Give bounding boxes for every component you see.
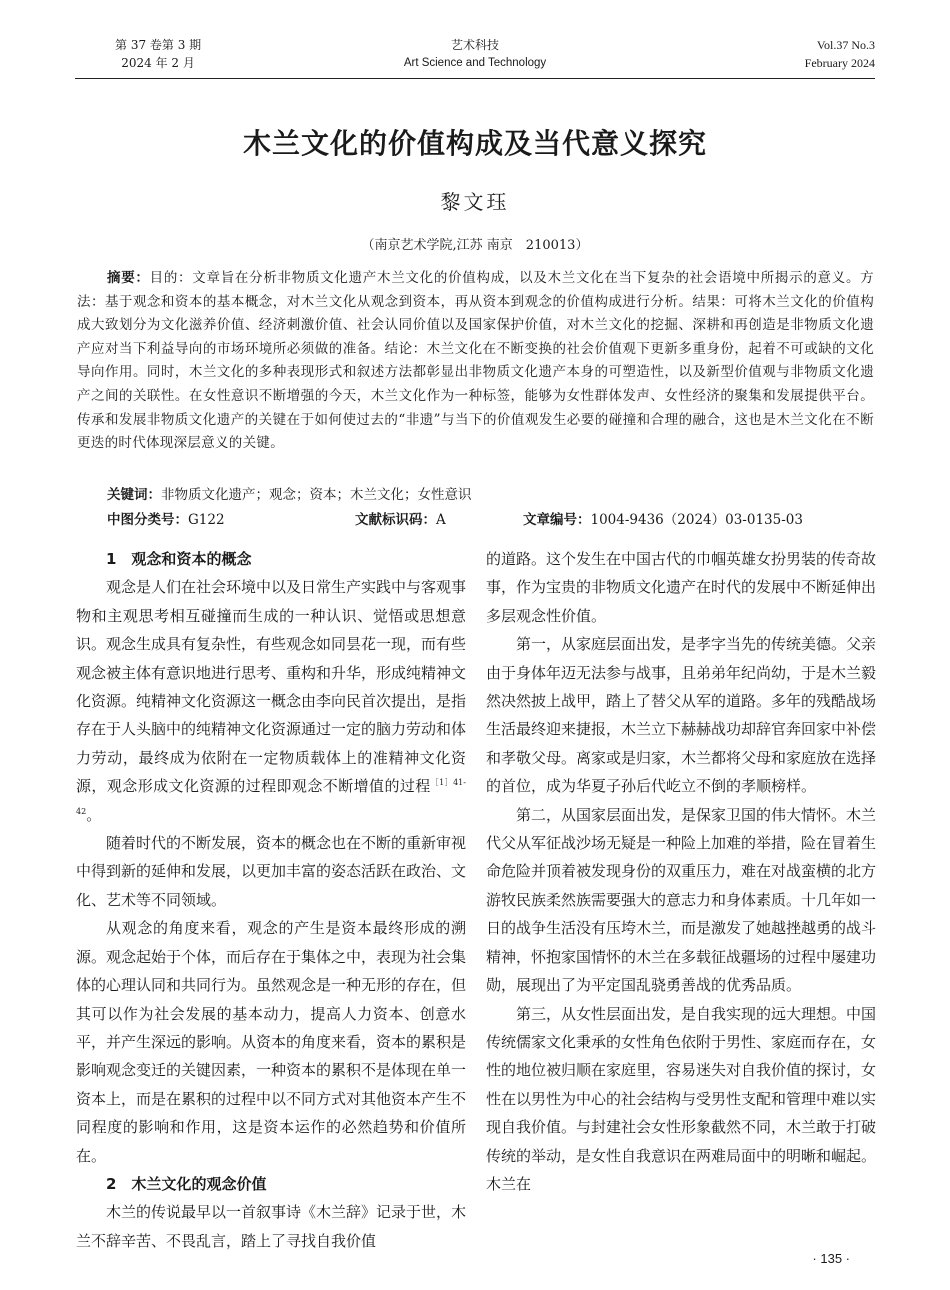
citation-ref: ［1］41-42 [76,778,466,816]
doc-value: A [436,512,446,528]
left-column [76,545,466,1255]
header-volume-en: Vol.37 No.3 [816,38,875,52]
abstract [77,267,874,456]
paragraph: 第二，从国家层面出发，是保家卫国的伟大情怀。木兰代父从军征战沙场无疑是一种险上加难的举措，险在冒着生命危险并顶着被发现身份的双重压力，难在对战蛮横的北方游牧民族柔然族需要强大的意志力和身体素质。十几年如一日的战争生活没有压垮木兰，而是激发了她越挫越勇的战斗精神，怀抱家国情怀的木兰在多载征战疆场的过程中屡建功勋，展现出了为平定国乱骁勇善战的优秀品质。 [486,805,877,995]
header-date: 2024 年 2 月 [121,56,195,70]
right-column [486,545,876,1198]
paper-title: 木兰文化的价值构成及当代意义探究 [242,127,707,160]
section-heading-1: 1 观念和资本的概念 [106,550,252,568]
header-center [375,36,575,72]
header-left [115,36,201,72]
paragraph: 第一，从家庭层面出发，是孝字当先的传统美德。父亲由于身体年迈无法参与战事，且弟弟年纪尚幼，于是木兰毅然决然披上战甲，踏上了替父从军的道路。多年的残酷战场生活最终迎来捷报，木兰立下赫赫战功却辞官奔回家中补偿和孝敬父母。离家或是归家，木兰都将父母和家庭放在选择的首位，成为华夏子孙后代屹立不倒的孝顺榜样。 [486,635,877,796]
keywords-label: 关键词： [107,487,161,503]
paragraph: 从观念的角度来看，观念的产生是资本最终形成的溯源。观念起始于个体，而后存在于集体之中，表现为社会集体的心理认同和共同行为。虽然观念是一种无形的存在，但其可以作为社会发展的基本动力，提高人力资本、创意水平，并产生深远的影响。从资本的角度来看，资本的累积是影响观念变迁的关键因素，一种资本的累积不是体现在单一资本上，而是在累积的过程中以不同方式对其他资本产生不同程度的影响和作用，这是资本运作的必然趋势和价值所在。 [76,919,467,1165]
author-affiliation: （南京艺术学院,江苏 南京 210013） [361,238,589,253]
art-label: 文章编号： [523,512,591,528]
journal-name-en: Art Science and Technology [403,57,547,69]
page-number: · 135 · [812,1251,850,1266]
art-value: 1004-9436（2024）03-0135-03 [590,512,803,528]
keywords-text: 非物质文化遗产；观念；资本；木兰文化；女性意识 [161,487,472,503]
header-right [805,36,875,72]
doc-label: 文献标识码： [355,512,436,528]
paragraph [76,573,466,829]
paragraph-end: 。 [86,805,102,824]
keywords [107,485,472,505]
paragraph: 的道路。这个发生在中国古代的巾帼英雄女扮男装的传奇故事，作为宝贵的非物质文化遗产在时代的发展中不断延伸出多层观念性价值。 [486,550,877,625]
paragraph: 随着时代的不断发展，资本的概念也在不断的重新审视中得到新的延伸和发展，以更加丰富的姿态活跃在政治、文化、艺术等不同领域。 [76,834,467,909]
journal-name-cn: 艺术科技 [450,38,499,52]
section-heading-2: 2 木兰文化的观念价值 [106,1174,267,1193]
doc-code [355,510,446,530]
paragraph: 第三，从女性层面出发，是自我实现的远大理想。中国传统儒家文化秉承的女性角色依附于男性、家庭而存在，女性的地位被归顺在家庭里，容易迷失对自我价值的探讨，女性在以男性为中心的社会结构与受男性支配和管理中难以实现自我价值。与封建社会女性形象截然不同，木兰敢于打破传统的举动，是女性自我意识在两难局面中的明晰和崛起。木兰在 [486,1004,877,1193]
header-date-en: February 2024 [804,56,875,70]
clc-code [107,510,225,530]
clc-value: G122 [188,512,225,528]
running-header [75,36,875,79]
header-volume: 第 37 卷第 3 期 [115,38,202,52]
paragraph-text: 观念是人们在社会环境中以及日常生产实践中与客观事物和主观思考相互碰撞而生成的一种认识、觉悟或思想意识。观念生成具有复杂性，有些观念如同昙花一现，而有些观念被主体有意识地进行思考、重构和升华，形成纯精神文化资源。纯精神文化资源这一概念由李向民首次提出，是指存在于人头脑中的纯精神文化资源通过一定的脑力劳动和体力劳动，最终成为依附在一定物质载体上的准精神文化资源，观念形成文化资源的过程即观念不断增值的过程 [76,578,467,796]
paragraph: 木兰的传说最早以一首叙事诗《木兰辞》记录于世，木兰不辞辛苦、不畏乱言，踏上了寻找自我价值 [76,1203,467,1250]
abstract-text: 目的：文章旨在分析非物质文化遗产木兰文化的价值构成，以及木兰文化在当下复杂的社会语境中所揭示的意义。方法：基于观念和资本的基本概念，对木兰文化从观念到资本，再从资本到观念的价值构成进行分析。结果：可将木兰文化的价值构成大致划分为文化滋养价值、经济刺激价值、社会认同价值以及国家保护价值，对木兰文化的挖掘、深耕和再创造是非物质文化遗产应对当下利益导向的市场环境所必须做的准备。结论：木兰文化在不断变换的社会价值观下更新多重身份，起着不可或缺的文化导向作用。同时，木兰文化的多种表现形式和叙述方法都彰显出非物质文化遗产本身的可塑造性，以及新型价值观与非物质文化遗产之间的关联性。在女性意识不断增强的今天，木兰文化作为一种标签，能够为女性群体发声、女性经济的聚集和发展提供平台。传承和发展非物质文化遗产的关键在于如何使过去的“非遗”与当下的价值观发生必要的碰撞和合理的融合，这也是木兰文化在不断更迭的时代体现深层意义的关键。 [77,270,874,452]
author-name: 黎文珏 [440,190,510,214]
abstract-label: 摘要： [107,270,150,286]
classification-line [107,510,877,530]
article-number [523,510,803,530]
clc-label: 中图分类号： [107,512,188,528]
